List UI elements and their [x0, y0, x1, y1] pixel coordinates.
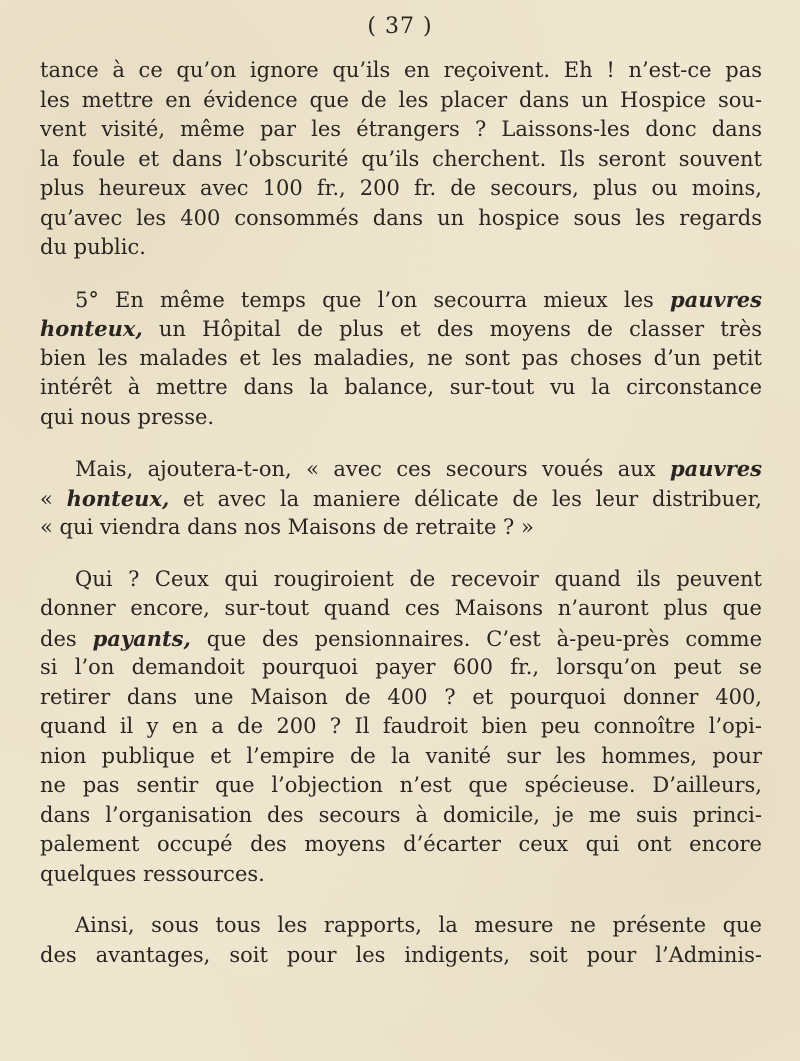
text-line: si l’on demandoit pourquoi payer 600 fr., lorsqu’on peut se [40, 655, 762, 679]
text-line: des payants, que des pensionnaires. C’est à-peu-près comme [40, 625, 763, 651]
text-line: ne pas sentir que l’objection n’est que spécieuse. D’ailleurs, [40, 773, 762, 797]
text-line: « honteux, et avec la maniere délicate de les leur distribuer, [40, 485, 762, 511]
text-line: 5° En même temps que l’on secourra mieux les pauvres [75, 286, 762, 312]
italic-term: pauvres [669, 456, 762, 481]
text-line: qu’avec les 400 consommés dans un hospice sous les regards [40, 205, 762, 230]
text-line: plus heureux avec 100 fr., 200 fr. de secours, plus ou moins, [40, 176, 762, 200]
text-line: « qui viendra dans nos Maisons de retraite ? » [40, 515, 534, 539]
text-line: bien les malades et les maladies, ne sont pas choses d’un petit [40, 345, 762, 370]
text-line: Qui ? Ceux qui rougiroient de recevoir quand ils peuvent [75, 566, 762, 591]
italic-term: honteux, [40, 316, 143, 341]
italic-term: honteux, [66, 485, 170, 511]
text-line: nion publique et l’empire de la vanité sur les hommes, pour [40, 743, 762, 768]
paragraph-3 [40, 454, 762, 543]
text-line: intérêt à mettre dans la balance, sur-tout vu la circonstance [40, 375, 762, 399]
italic-term: pauvres [669, 286, 762, 312]
text-line: les mettre en évidence que de les placer dans un Hospice sou- [40, 87, 762, 112]
text-line: Mais, ajoutera-t-on, « avec ces secours voués aux pauvres [75, 456, 762, 481]
text-line: quand il y en a de 200 ? Il faudroit bien peu connoître l’opi- [40, 714, 762, 738]
text-line: honteux, un Hôpital de plus et des moyens de classer très [40, 316, 762, 341]
text-line: palement occupé des moyens d’écarter ceux qui ont encore [40, 832, 762, 856]
text-line: donner encore, sur-tout quand ces Maisons n’auront plus que [40, 596, 762, 620]
text-line: vent visité, même par les étrangers ? Laissons-les donc dans [40, 117, 762, 141]
text-line: qui nous presse. [40, 404, 215, 429]
text-line: Ainsi, sous tous les rapports, la mesure ne présente que [75, 913, 762, 937]
text-line: du public. [40, 235, 146, 259]
text-line: retirer dans une Maison de 400 ? et pourquoi donner 400, [40, 684, 762, 709]
paragraph-1 [40, 56, 762, 263]
italic-term: payants, [92, 625, 191, 651]
text-line: des avantages, soit pour les indigents, soit pour l’Adminis- [40, 942, 762, 967]
body-text [40, 56, 762, 992]
text-line: la foule et dans l’obscurité qu’ils cherchent. Ils seront souvent [40, 146, 762, 171]
text-line: dans l’organisation des secours à domicile, je me suis princi- [40, 802, 762, 827]
text-line: quelques ressources. [40, 861, 265, 886]
paragraph-2 [40, 285, 762, 433]
paragraph-4 [40, 565, 762, 890]
text-line: tance à ce qu’on ignore qu’ils en reçoivent. Eh ! n’est-ce pas [40, 58, 762, 82]
paragraph-5 [40, 911, 762, 970]
page-number: ( 37 ) [367, 14, 433, 39]
